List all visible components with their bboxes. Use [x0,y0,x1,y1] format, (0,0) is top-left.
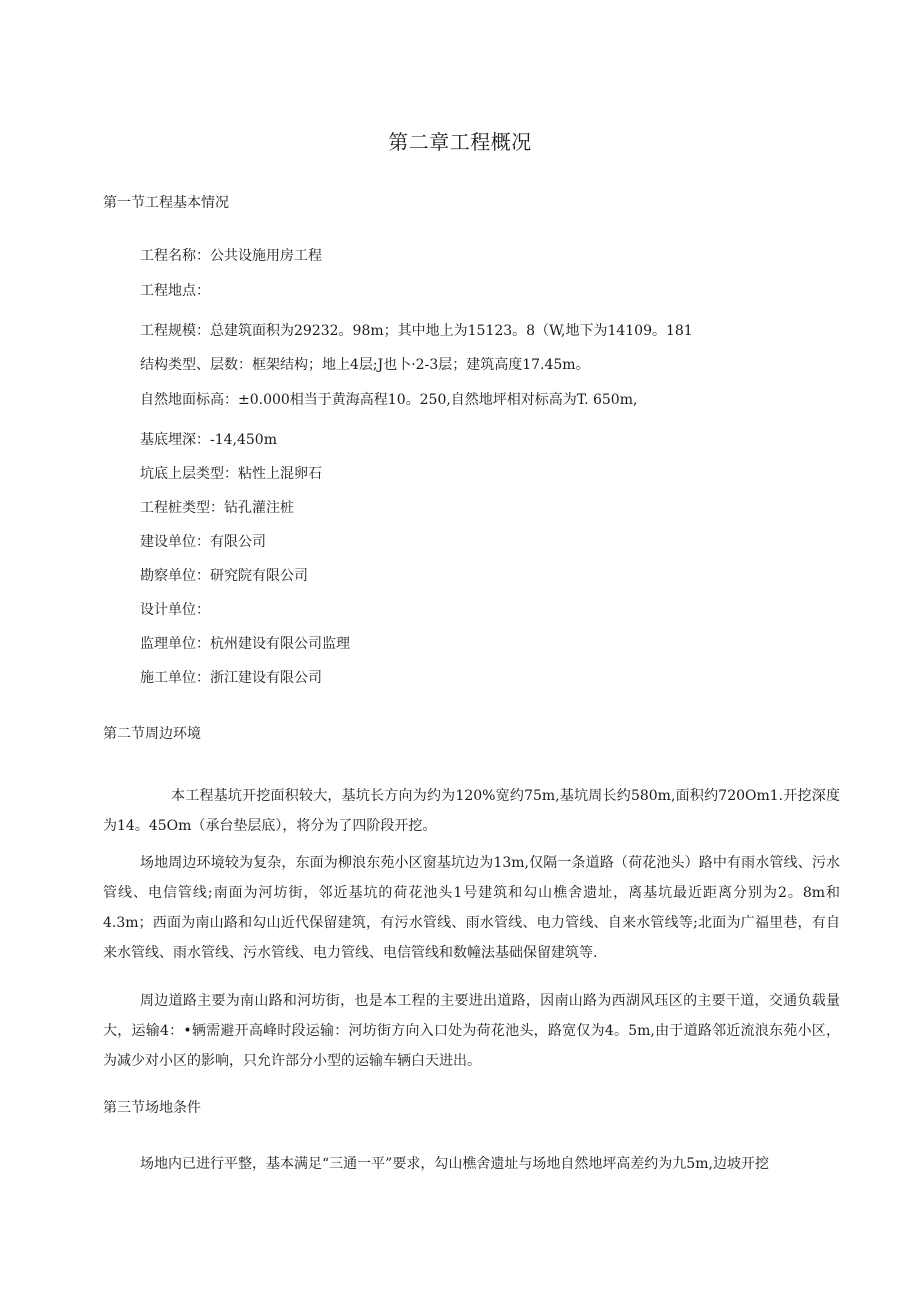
info-label: 工程桩类型： [140,500,224,516]
info-value: 公共设施用房工程 [210,248,322,264]
info-label: 工程规模： [140,323,210,339]
paragraph-surrounding-environment: 场地周边环境较为复杂，东面为柳浪东苑小区窗基坑边为13m,仅隔一条道路（荷花池头）路中有雨水管线、污水管线、电信管线;南面为河坊街，邻近基坑的荷花池头1号建筑和勾山樵舍遗址，离基坑最近距离分别为2。8m和4.3m；西面为南山路和勾山近代保留建筑，有污水管线、雨水管线、电力管线、自来水管线等;北面为广福里巷，有自来水管线、雨水管线、污水管线、电力管线、电信管线和数幢法基础保留建筑等. [103,855,840,961]
info-row-project-scale [140,321,693,341]
info-row-supervision-unit [140,634,350,654]
info-row-owner [140,532,266,552]
info-label: 坑底上层类型： [140,466,238,482]
paragraph-site-conditions: 场地内已进行平整，基本满足“三通一平”要求，勾山樵舍遗址与场地自然地坪高差约为九5m,边坡开挖 [140,1156,769,1172]
section-heading-surroundings: 第二节周边环境 [103,726,201,742]
info-value: 框架结构；地上4层;J也卜·2-3层；建筑高度17.45m。 [252,357,590,373]
info-row-survey-unit [140,566,308,586]
paragraph-excavation: 本工程基坑开挖面积较大，基坑长方向为约为120%宽约75m,基坑周长约580m,面积约720Om1.开挖深度为14。45Om（承台垫层底），将分为了四阶段开挖。 [103,788,840,834]
info-row-ground-elevation [140,390,637,410]
info-value: -14,450m [210,432,277,448]
info-label: 基底埋深： [140,432,210,448]
info-label: 结构类型、层数： [140,357,252,373]
section-heading-site-conditions: 第三节场地条件 [103,1100,201,1116]
info-label: 设计单位： [140,602,210,618]
info-value: ±0.000相当于黄海高程10。250,自然地坪相对标高为T. 650m, [238,392,638,408]
info-label: 工程名称： [140,248,210,264]
info-label: 工程地点： [140,283,210,299]
info-row-project-name [140,246,322,266]
info-value: 钻孔灌注桩 [224,500,294,516]
info-value: 粘性上混卵石 [238,466,322,482]
info-value: 有限公司 [210,534,266,550]
info-label: 建设单位： [140,534,210,550]
info-row-construction-unit [140,668,322,688]
info-value: 研究院有限公司 [210,568,308,584]
info-value: 总建筑面积为29232。98m；其中地上为15123。8（W,地下为14109。181 [210,323,693,339]
info-row-design-unit [140,600,210,620]
info-row-structure-type [140,355,590,375]
chapter-title: 第二章工程概况 [388,130,532,154]
info-value: 浙江建设有限公司 [210,670,322,686]
info-row-pile-type [140,498,294,518]
paragraph-roads: 周边道路主要为南山路和河坊街，也是本工程的主要进出道路，因南山路为西湖风珏区的主要干道，交通负载量大，运输4：•辆需避开高峰时段运输：河坊街方向入口处为荷花池头，路宽仅为4。5m,由于道路邻近流浪东苑小区，为减少对小区的影响，只允许部分小型的运输车辆白天进出。 [103,993,840,1069]
info-label: 勘察单位： [140,568,210,584]
info-row-soil-type [140,464,322,484]
info-label: 施工单位： [140,670,210,686]
info-row-foundation-depth [140,430,277,450]
info-label: 监理单位： [140,636,210,652]
info-value: 杭州建设有限公司监理 [210,636,350,652]
section-heading-basic-info: 第一节工程基本情况 [103,195,229,211]
info-label: 自然地面标高： [140,392,238,408]
info-row-project-location [140,281,210,301]
